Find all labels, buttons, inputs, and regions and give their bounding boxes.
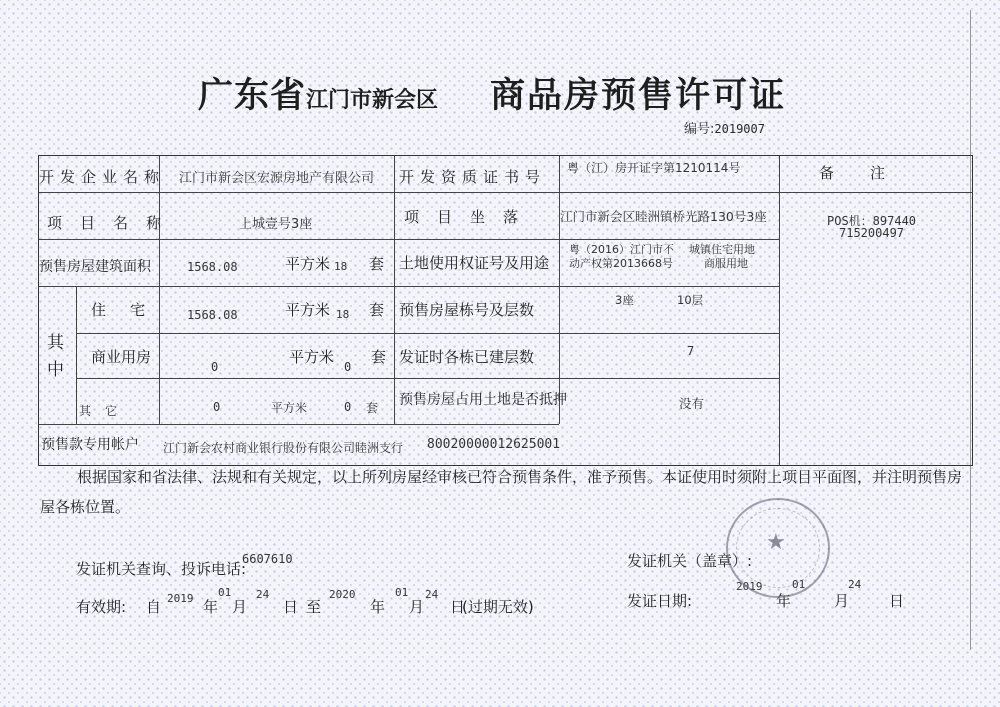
certificate-title bbox=[198, 68, 787, 118]
other-sqm: 平方米 bbox=[271, 401, 308, 415]
serial-label: 编号: bbox=[684, 122, 715, 137]
title-cert-name: 商品房预售许可证 bbox=[490, 76, 787, 116]
residential-label: 住宅 bbox=[91, 301, 170, 319]
validity-from-year-char: 年 bbox=[203, 598, 219, 616]
official-seal bbox=[726, 498, 830, 598]
issue-month-char: 月 bbox=[834, 592, 850, 610]
area-sets: 18 bbox=[334, 260, 348, 273]
commercial-area: 0 bbox=[211, 360, 219, 374]
issue-year-char: 年 bbox=[776, 592, 792, 610]
col-divider bbox=[779, 156, 780, 465]
col-divider bbox=[394, 156, 395, 424]
qualification-label: 开发资质证书号 bbox=[399, 168, 547, 186]
permit-table bbox=[38, 155, 973, 466]
location-value: 江门市新会区睦洲镇桥光路130号3座 bbox=[560, 209, 767, 224]
land-cert-line2: 动产权第2013668号 bbox=[569, 257, 673, 270]
validity-note: (过期无效) bbox=[462, 598, 534, 616]
issue-month: 01 bbox=[792, 578, 806, 591]
row-divider bbox=[76, 333, 779, 334]
building-no: 3座 bbox=[615, 293, 634, 307]
remarks-pos-2: 715200497 bbox=[839, 226, 905, 240]
commercial-set-unit: 套 bbox=[371, 348, 387, 366]
land-use-line1: 城镇住宅用地 bbox=[689, 243, 755, 256]
seal-star-icon: ★ bbox=[766, 530, 786, 555]
remarks-divider bbox=[779, 192, 973, 193]
commercial-sqm: 平方米 bbox=[289, 348, 335, 366]
built-floors-label: 发证时各栋已建层数 bbox=[399, 348, 535, 366]
land-cert-label: 土地使用权证号及用途 bbox=[399, 254, 550, 272]
title-province: 广东省 bbox=[198, 76, 307, 116]
account-bank: 江门新会农村商业银行股份有限公司睦洲支行 bbox=[163, 441, 404, 455]
validity-from-day: 24 bbox=[256, 588, 270, 601]
project-name-value: 上城壹号3座 bbox=[239, 217, 313, 232]
validity-to-month: 01 bbox=[395, 586, 409, 599]
remarks-label: 备注 bbox=[819, 164, 922, 182]
other-set-unit: 套 bbox=[366, 401, 379, 415]
validity-to: 至 bbox=[306, 598, 322, 616]
qizhong-char-1: 其 bbox=[47, 333, 64, 353]
other-label: 其它 bbox=[79, 404, 132, 418]
approval-statement: 根据国家和省法律、法规和有关规定，以上所列房屋经审核已符合预售条件，准予预售。本证使用时须附上项目平面图，并注明预售房屋各栋位置。 bbox=[40, 468, 963, 516]
area-label: 预售房屋建筑面积 bbox=[39, 259, 151, 275]
issuer-label: 发证机关（盖章）: bbox=[627, 552, 753, 570]
land-use-line2: 商服用地 bbox=[704, 257, 748, 270]
validity-to-month-char: 月 bbox=[409, 598, 425, 616]
account-label: 预售款专用帐户 bbox=[41, 437, 139, 453]
hotline-value: 6607610 bbox=[242, 552, 293, 566]
land-cert-line1: 粤（2016）江门市不 bbox=[569, 243, 674, 256]
validity-to-day: 24 bbox=[425, 588, 439, 601]
mortgage-value: 没有 bbox=[679, 396, 705, 411]
row-divider bbox=[39, 424, 559, 425]
building-floor-label: 预售房屋栋号及层数 bbox=[399, 301, 535, 319]
serial-number bbox=[684, 118, 765, 137]
issue-day: 24 bbox=[848, 578, 862, 591]
validity-from-month: 01 bbox=[218, 586, 232, 599]
issue-day-char: 日 bbox=[889, 592, 905, 610]
commercial-label: 商业用房 bbox=[91, 348, 152, 366]
residential-set-unit: 套 bbox=[369, 301, 385, 319]
validity-from: 自 bbox=[146, 598, 162, 616]
serial-value: 2019007 bbox=[714, 122, 765, 136]
title-city-district: 江门市新会区 bbox=[306, 88, 439, 113]
scan-edge bbox=[970, 10, 975, 650]
residential-sqm: 平方米 bbox=[285, 301, 331, 319]
validity-from-month-char: 月 bbox=[232, 598, 248, 616]
mortgage-label: 预售房屋占用土地是否抵押 bbox=[399, 392, 567, 408]
qizhong-char-2: 中 bbox=[47, 360, 64, 380]
qualification-value: 粤（江）房开证字第1210114号 bbox=[567, 161, 741, 175]
issue-year: 2019 bbox=[736, 580, 763, 593]
hotline-label: 发证机关查询、投诉电话: bbox=[76, 560, 247, 578]
residential-area: 1568.08 bbox=[187, 308, 238, 322]
area-set-unit: 套 bbox=[369, 255, 385, 273]
issue-date-label: 发证日期: bbox=[627, 592, 693, 610]
account-number: 80020000012625001 bbox=[427, 437, 561, 452]
commercial-sets: 0 bbox=[344, 360, 352, 374]
location-label: 项目坐落 bbox=[404, 208, 537, 226]
col-divider bbox=[76, 286, 77, 424]
area-value: 1568.08 bbox=[187, 260, 238, 274]
project-name-label: 项目名称 bbox=[47, 214, 180, 232]
area-sqm: 平方米 bbox=[285, 255, 331, 273]
built-floors-value: 7 bbox=[687, 344, 695, 358]
validity-to-day-char: 日 bbox=[450, 598, 466, 616]
validity-from-day-char: 日 bbox=[283, 598, 299, 616]
other-sets: 0 bbox=[344, 400, 352, 414]
col-divider bbox=[159, 156, 160, 424]
row-divider bbox=[39, 239, 779, 240]
row-divider bbox=[39, 192, 779, 193]
floors: 10层 bbox=[677, 293, 704, 307]
col-divider bbox=[559, 156, 560, 424]
other-area: 0 bbox=[213, 400, 221, 414]
residential-sets: 18 bbox=[336, 308, 350, 321]
row-divider bbox=[76, 378, 779, 379]
validity-from-year: 2019 bbox=[167, 592, 194, 605]
row-divider bbox=[39, 286, 779, 287]
validity-label: 有效期: bbox=[76, 598, 127, 616]
validity-to-year-char: 年 bbox=[370, 598, 386, 616]
validity-to-year: 2020 bbox=[329, 588, 356, 601]
developer-value: 江门市新会区宏源房地产有限公司 bbox=[179, 171, 375, 186]
developer-label: 开发企业名称 bbox=[39, 168, 166, 186]
remarks-pos: POS机：897440 bbox=[827, 214, 917, 228]
